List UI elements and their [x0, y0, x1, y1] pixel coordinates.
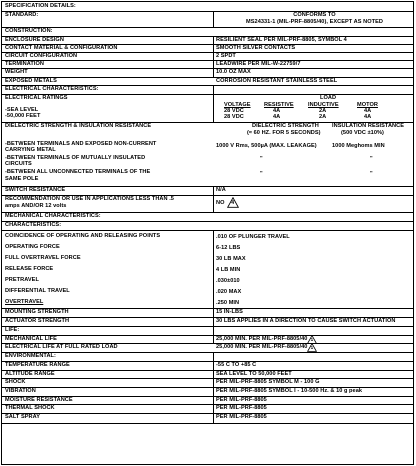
mounting-strength-value: 15 IN-LBS — [216, 309, 243, 315]
actuator-strength-label: ACTUATOR STRENGTH — [5, 318, 70, 324]
recommendation-label-line1: RECOMMENDATION OR USE IN APPLICATIONS LESS THAN .5 — [5, 196, 174, 202]
enclosure-value: RESILIENT SEAL PER MIL-PRF-8805, SYMBOL 4 — [216, 37, 347, 43]
salt-spray-label: SALT SPRAY — [5, 414, 41, 420]
temperature-value: -55 C TO +85 C — [216, 362, 257, 368]
differential-travel-label: DIFFERENTIAL TRAVEL — [5, 288, 70, 294]
rating-altitude-motor: 4A — [364, 114, 372, 120]
rating-altitude-voltage: 28 VDC — [224, 114, 244, 120]
construction-heading: CONSTRUCTION: — [5, 28, 53, 34]
vibration-value: PER MIL-PRF-8805 SYMBOL I - 10-500 Hz. & 10 g peak — [216, 388, 363, 394]
exposed-metals-label: EXPOSED METALS — [5, 78, 57, 84]
temperature-label: TEMPERATURE RANGE — [5, 362, 70, 368]
operating-force-label: OPERATING FORCE — [5, 244, 60, 250]
standard-value-line2: MS24331-1 (MIL-PRF-8805/40), EXCEPT AS NOTED — [246, 19, 383, 25]
rating-sea-level-voltage: 28 VDC — [224, 108, 244, 114]
shock-label: SHOCK — [5, 379, 26, 385]
resistive-column-header: RESISTIVE — [264, 102, 294, 108]
note-4-number: 4 — [231, 200, 235, 206]
pretravel-label: PRETRAVEL — [5, 277, 39, 283]
thermal-shock-value: PER MIL-PRF-8805 — [216, 405, 267, 411]
dielectric-line3a: -BETWEEN ALL UNCONNECTED TERMINALS OF THE — [5, 169, 151, 175]
rating-altitude-resistive: 4A — [273, 114, 281, 120]
dielectric-line2a: -BETWEEN TERMINALS OF MUTUALLY INSULATED — [5, 155, 146, 161]
mechanical-life-label: MECHANICAL LIFE — [5, 336, 57, 342]
standard-label: STANDARD: — [5, 12, 39, 18]
fifty-thousand-feet-label: -50,000 FEET — [5, 113, 41, 119]
mechanical-life-value: 25,000 MIN. PER MIL-PRF-8805/40 — [216, 336, 308, 342]
note-4-triangle-icon — [227, 197, 239, 208]
mechanical-heading: MECHANICAL CHARACTERISTICS: — [5, 213, 101, 219]
dielectric-line2b: CIRCUITS — [5, 161, 32, 167]
weight-label: WEIGHT — [5, 69, 28, 75]
characteristics-heading: CHARACTERISTICS: — [5, 222, 62, 228]
termination-value: LEADWIRE PER MIL-W-22759/7 — [216, 61, 301, 67]
weight-value: 10.0 OZ MAX — [216, 69, 251, 75]
rating-altitude-inductive: 2A — [319, 114, 327, 120]
rating-sea-level-resistive: 4A — [273, 108, 281, 114]
altitude-label: ALTITUDE RANGE — [5, 371, 55, 377]
switch-resistance-value: N/A — [216, 187, 226, 193]
note-1-number: 1 — [310, 345, 314, 350]
insulation-resistance-header: INSULATION RESISTANCE — [332, 123, 405, 129]
rating-sea-level-motor: 4A — [364, 108, 372, 114]
dielectric-line1a: -BETWEEN TERMINALS AND EXPOSED NON-CURRENT — [5, 141, 157, 147]
dielectric-line3b: SAME POLE — [5, 176, 39, 182]
motor-column-header: MOTOR — [357, 102, 378, 108]
shock-value: PER MIL-PRF-8805 SYMBOL M - 100 G — [216, 379, 320, 385]
release-force-value: 4 LB MIN — [216, 267, 241, 273]
recommendation-value: NO — [216, 200, 225, 206]
life-heading: LIFE: — [5, 327, 20, 333]
coincidence-value: .010 OF PLUNGER TRAVEL — [216, 234, 290, 240]
release-force-label: RELEASE FORCE — [5, 266, 54, 272]
sheet-title: SPECIFICATION DETAILS: — [5, 3, 76, 9]
inductive-column-header: INDUCTIVE — [308, 102, 339, 108]
altitude-value: SEA LEVEL TO 50,000 FEET — [216, 371, 292, 377]
full-overtravel-force-value: 30 LB MAX — [216, 256, 246, 262]
voltage-column-header: VOLTAGE — [224, 102, 251, 108]
note-1-triangle-icon — [307, 343, 317, 352]
electrical-life-value: 25,000 MIN. PER MIL-PRF-8805/40 — [216, 344, 308, 350]
termination-label: TERMINATION — [5, 61, 44, 67]
electrical-ratings-label: ELECTRICAL RATINGS — [5, 95, 68, 101]
sea-level-label: -SEA LEVEL — [5, 107, 39, 113]
actuator-strength-value: 30 LBS APPLIES IN A DIRECTION TO CAUSE SWITCH ACTUATION — [216, 318, 396, 324]
enclosure-label: ENCLOSURE DESIGN — [5, 37, 64, 43]
dielectric-label: DIELECTRIC STRENGTH & INSULATION RESISTANCE — [5, 123, 152, 129]
dielectric-line1b: CARRYING METAL — [5, 147, 56, 153]
vibration-label: VIBRATION — [5, 388, 36, 394]
insulation-ditto-2: " — [370, 171, 373, 177]
standard-value-line1: CONFORMS TO — [293, 12, 336, 18]
electrical-heading: ELECTRICAL CHARACTERISTICS: — [5, 86, 99, 92]
mounting-strength-label: MOUNTING STRENGTH — [5, 309, 69, 315]
switch-resistance-label: SWITCH RESISTANCE — [5, 187, 66, 193]
insulation-resistance-value: 1000 Meghoms MIN — [332, 143, 385, 149]
salt-spray-value: PER MIL-PRF-8805 — [216, 414, 267, 420]
dielectric-strength-value: 1000 V Rms, 500µA (MAX. LEAKAGE) — [216, 143, 317, 149]
differential-travel-value: .020 MAX — [216, 289, 242, 295]
pretravel-value: .030±010 — [216, 278, 240, 284]
insulation-condition: (500 VDC ±10%) — [341, 130, 384, 136]
insulation-ditto-1: " — [370, 156, 373, 162]
circuit-label: CIRCUIT CONFIGURATION — [5, 53, 78, 59]
overtravel-label: OVERTRAVEL — [5, 299, 44, 305]
dielectric-ditto-2: " — [260, 171, 263, 177]
moisture-value: PER MIL-PRF-8805 — [216, 397, 267, 403]
note-1-number: 1 — [310, 337, 314, 342]
thermal-shock-label: THERMAL SHOCK — [5, 405, 55, 411]
contact-material-value: SMOOTH SILVER CONTACTS — [216, 45, 296, 51]
rating-sea-level-inductive: 2A — [319, 108, 327, 114]
specification-sheet — [1, 1, 414, 465]
load-header: LOAD — [320, 95, 337, 101]
overtravel-value: .250 MIN — [216, 300, 240, 306]
exposed-metals-value: CORROSION RESISTANT STAINLESS STEEL — [216, 78, 338, 84]
dielectric-strength-header: DIELECTRIC STRENGTH — [252, 123, 319, 129]
contact-material-label: CONTACT MATERIAL & CONFIGURATION — [5, 45, 118, 51]
coincidence-label: COINCIDENCE OF OPERATING AND RELEASING POINTS — [5, 233, 161, 239]
environmental-heading: ENVIRONMENTAL: — [5, 353, 56, 359]
electrical-life-label: ELECTRICAL LIFE AT FULL RATED LOAD — [5, 344, 118, 350]
dielectric-condition: (≈ 60 HZ. FOR 5 SECONDS) — [247, 130, 321, 136]
recommendation-label-line2: amps AND/OR 12 volts — [5, 203, 67, 209]
operating-force-value: 6-12 LBS — [216, 245, 241, 251]
moisture-label: MOISTURE RESISTANCE — [5, 397, 73, 403]
full-overtravel-force-label: FULL OVERTRAVEL FORCE — [5, 255, 81, 261]
circuit-value: 2 SPDT — [216, 53, 236, 59]
dielectric-ditto-1: " — [260, 156, 263, 162]
